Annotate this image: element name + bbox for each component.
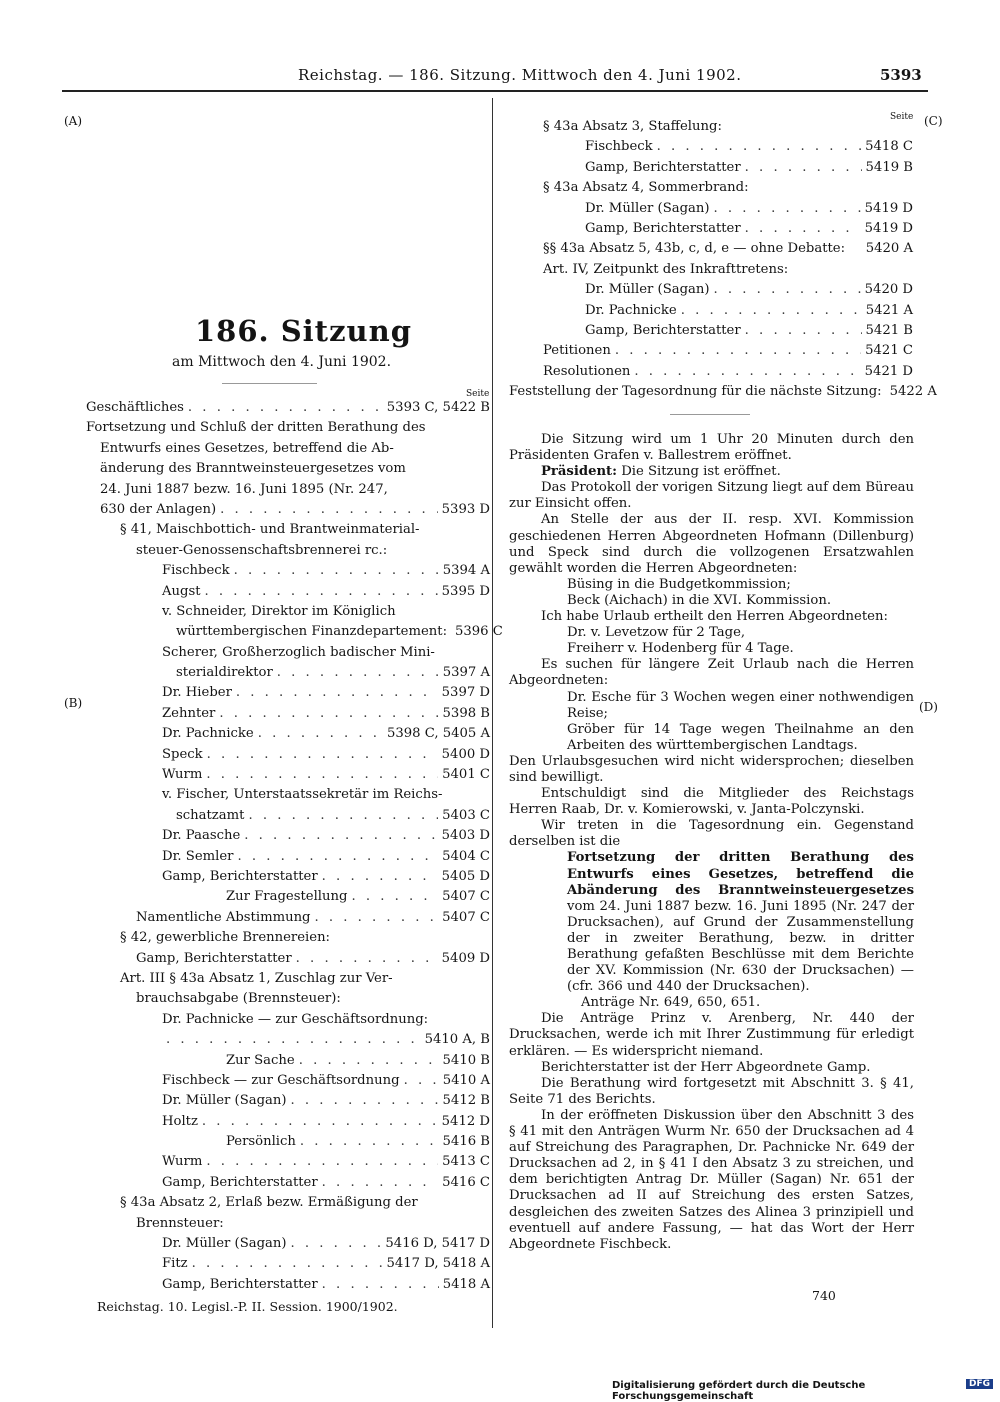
toc-entry (86, 602, 490, 622)
toc-leader-dots (237, 847, 438, 867)
toc-entry-text: brauchsabgabe (Brennsteuer): (136, 991, 341, 1007)
body-paragraph: Den Urlaubsgesuchen wird nicht widersprochen; dieselben sind bewilligt. (509, 753, 914, 785)
toc-leader-dots (206, 765, 438, 785)
body-paragraph: Berichterstatter ist der Herr Abgeordnete Gamp. (541, 1059, 871, 1075)
toc-entry-text: schatzamt (176, 807, 245, 823)
toc-entry-text: Wurm (162, 767, 203, 783)
toc-leader-dots (322, 1275, 439, 1295)
toc-entry-text: Wurm (162, 1154, 203, 1170)
toc-leader-dots (248, 806, 438, 826)
toc-page-ref: 5418 A (442, 1276, 490, 1292)
toc-entry (86, 1254, 490, 1274)
toc-leader-dots (192, 1254, 383, 1274)
toc-page-ref: 5393 D (441, 501, 490, 517)
toc-entry-text: Feststellung der Tagesordnung für die nächste Sitzung: (509, 384, 882, 400)
toc-entry-text: § 43a Absatz 2, Erlaß bezw. Ermäßigung der (120, 1195, 418, 1211)
toc-entry (86, 1051, 490, 1071)
toc-leader-dots (188, 398, 383, 418)
toc-entry-text: Fischbeck (585, 139, 653, 155)
toc-entry-text: Zehnter (162, 705, 216, 721)
toc-entry-text: Dr. Hieber (162, 685, 232, 701)
body-list-item: Gröber für 14 Tage wegen Theilnahme an den Arbeiten des württembergischen Landtags. (567, 721, 914, 753)
toc-entry (86, 928, 490, 948)
toc-leader-dots (291, 1234, 382, 1254)
toc-page-ref: 5421 B (865, 322, 913, 338)
toc-entry (86, 806, 490, 826)
title-rule (222, 383, 317, 384)
toc-entry (509, 341, 913, 361)
toc-leader-dots (745, 321, 862, 341)
toc-entry (86, 1173, 490, 1193)
toc-entry (86, 887, 490, 907)
body-paragraph: Ich habe Urlaub ertheilt den Herren Abgeordneten: (541, 609, 888, 625)
toc-leader-dots (258, 724, 383, 744)
toc-entry (86, 622, 503, 642)
body-list-item: Dr. Esche für 3 Wochen wegen einer nothwendigen Reise; (567, 689, 914, 721)
toc-entry-text: Entwurfs eines Gesetzes, betreffend die Ab- (100, 440, 394, 456)
toc-leader-dots (745, 219, 861, 239)
toc-leader-dots (634, 362, 860, 382)
toc-leader-dots (205, 582, 438, 602)
toc-page-ref: 5416 B (442, 1134, 490, 1150)
toc-page-ref: 5398 B (442, 705, 490, 721)
toc-page-ref: 5409 D (441, 950, 490, 966)
toc-entry (86, 1214, 490, 1234)
toc-entry-text: Gamp, Berichterstatter (585, 322, 741, 338)
toc-leader-dots (404, 1071, 439, 1091)
toc-entry (86, 439, 490, 459)
toc-entry (86, 745, 490, 765)
body-list-item: Dr. v. Levetzow für 2 Tage, (567, 625, 746, 641)
seite-label-right: Seite (890, 112, 914, 122)
toc-leader-dots (315, 908, 439, 928)
toc-entry (86, 1091, 490, 1111)
toc-page-ref: 5410 B (442, 1052, 490, 1068)
toc-page-ref: 5417 D, 5418 A (386, 1256, 490, 1272)
toc-entry (509, 301, 913, 321)
toc-leader-dots (714, 280, 861, 300)
toc-entry-text: Zur Sache (226, 1052, 295, 1068)
toc-entry (509, 280, 913, 300)
body-list-item: Freiherr v. Hodenberg für 4 Tage. (567, 641, 794, 657)
toc-leader-dots (234, 561, 439, 581)
digitization-note: Digitalisierung gefördert durch die Deutsche Forschungsgemeinschaft (612, 1380, 866, 1402)
body-paragraph: Das Protokoll der vorigen Sitzung liegt auf dem Büreau zur Einsicht offen. (509, 480, 914, 512)
toc-page-ref: 5396 C (455, 624, 503, 640)
toc-entry-text: Dr. Müller (Sagan) (162, 1236, 287, 1252)
toc-leader-dots (206, 1152, 438, 1172)
toc-page-ref: 5407 C (442, 889, 490, 905)
toc-entry (86, 989, 490, 1009)
toc-entry (86, 520, 490, 540)
toc-entry-text: Art. III § 43a Absatz 1, Zuschlag zur Ver- (120, 970, 393, 986)
toc-page-ref: 5410 A, B (424, 1032, 490, 1048)
toc-page-ref: 5416 D, 5417 D (385, 1236, 490, 1252)
toc-entry (86, 704, 490, 724)
toc-page-ref: 5397 A (442, 665, 490, 681)
toc-entry-text: Geschäftliches (86, 400, 184, 415)
toc-entry-text: § 43a Absatz 3, Staffelung: (543, 119, 722, 134)
toc-leader-dots (296, 949, 438, 969)
toc-entry-text: 630 der Anlagen) (100, 501, 217, 517)
toc-entry (86, 1193, 490, 1213)
column-divider (492, 98, 493, 1328)
toc-entry-text: Brennsteuer: (136, 1215, 224, 1231)
toc-entry-text: Gamp, Berichterstatter (136, 950, 292, 966)
body-paragraph: Die Berathung wird fortgesetzt mit Abschnitt 3. § 41, Seite 71 des Berichts. (509, 1075, 914, 1107)
toc-entry-text: Dr. Paasche (162, 828, 241, 844)
toc-entry (86, 1234, 490, 1254)
toc-entry-text: Speck (162, 746, 203, 762)
toc-leader-dots (351, 887, 438, 907)
toc-entry-text: Persönlich (226, 1134, 296, 1150)
body-paragraph: Wir treten in die Tagesordnung ein. Gegenstand derselben ist die (509, 818, 914, 850)
toc-entry (509, 219, 913, 239)
toc-leader-dots (244, 826, 437, 846)
toc-end-rule (670, 414, 750, 415)
toc-leader-dots (207, 745, 438, 765)
body-paragraph: Die Sitzung wird um 1 Uhr 20 Minuten durch den Präsidenten Grafen v. Ballestrem eröffnet. (509, 432, 914, 464)
toc-entry (86, 1010, 490, 1030)
body-paragraph: In der eröffneten Diskussion über den Abschnitt 3 des § 41 mit den Anträgen Wurm Nr. 650 der Drucksachen ad 4 auf Streichung des Paragraphen, Dr. Pachnicke Nr. 649 der Drucksachen ad 2, in § 41 I den Absatz 3 zu streichen, und dem berichtigten Antrag Dr. Müller (Sagan) Nr. 651 der Drucksachen ad II auf Streichung des ersten Satzes, desgleichen des zweiten Satzes des Alinea 3 prinzipiell und eventuell auf andere Fassung, — hat das Wort der Herr Abgeordnete Fischbeck. (509, 1107, 914, 1252)
toc-page-ref: 5420 A (865, 241, 913, 257)
toc-entry-text: Gamp, Berichterstatter (162, 868, 318, 884)
toc-page-ref: 5421 D (864, 363, 913, 379)
toc-entry-text: Augst (162, 583, 201, 599)
toc-entry (86, 949, 490, 969)
body-paragraph: Die Anträge Prinz v. Arenberg, Nr. 440 der Drucksachen, werde ich mit Ihrer Zustimmung für erledigt erklären. — Es widerspricht niemand. (509, 1011, 914, 1059)
margin-marker-d: (D) (919, 700, 938, 714)
seite-label-left: Seite (466, 389, 490, 399)
toc-entry-text: Holtz (162, 1113, 198, 1129)
toc-page-ref: 5393 C, 5422 B (386, 400, 490, 415)
toc-page-ref: 5412 B (442, 1093, 490, 1109)
toc-entry-text: §§ 43a Absatz 5, 43b, c, d, e — ohne Debatte: (543, 241, 846, 257)
toc-entry (86, 683, 490, 703)
toc-entry-text: Fischbeck — zur Geschäftsordnung (162, 1072, 400, 1088)
toc-leader-dots (615, 341, 861, 361)
toc-entry-text: § 41, Maischbottich- und Brantweinmaterial- (120, 522, 420, 538)
toc-entry-text: § 43a Absatz 4, Sommerbrand: (543, 180, 749, 196)
agenda-item (509, 850, 914, 995)
toc-entry (86, 561, 490, 581)
toc-entry (86, 724, 490, 744)
president-label: Präsident: (541, 464, 618, 480)
toc-leader-dots (220, 500, 438, 520)
toc-page-ref: 5422 A (889, 384, 937, 400)
toc-entry-text: Fischbeck (162, 563, 230, 579)
toc-entry (86, 1275, 490, 1295)
toc-entry (509, 362, 913, 382)
toc-entry-text: Zur Fragestellung (226, 889, 348, 905)
toc-entry-text: Dr. Müller (Sagan) (162, 1093, 287, 1109)
toc-leader-dots (681, 301, 862, 321)
toc-page-ref: 5403 C (442, 807, 490, 823)
toc-page-ref: 5419 B (865, 159, 913, 175)
toc-leader-dots (277, 663, 439, 683)
margin-marker-c: (C) (924, 114, 943, 128)
toc-page-ref: 5395 D (441, 583, 490, 599)
dfg-logo: DFG (966, 1379, 993, 1389)
toc-entry-text: v. Schneider, Direktor im Königlich (162, 603, 396, 619)
page-number: 5393 (880, 66, 922, 84)
toc-page-ref: 5413 C (442, 1154, 490, 1170)
toc-entry (86, 541, 490, 561)
toc-leader-dots (219, 704, 438, 724)
toc-entry (509, 260, 913, 280)
toc-leader-dots (657, 137, 862, 157)
toc-page-ref: 5416 C (442, 1174, 490, 1190)
toc-entry-text: Dr. Müller (Sagan) (585, 282, 710, 298)
toc-page-ref: 5407 C (442, 909, 490, 925)
toc-entry-text: v. Fischer, Unterstaatssekretär im Reichs- (162, 787, 443, 803)
toc-entry-text: Namentliche Abstimmung (136, 909, 311, 925)
toc-entry (86, 480, 490, 500)
toc-page-ref: 5418 C (865, 139, 913, 155)
toc-entry (509, 199, 913, 219)
toc-entry (86, 1071, 490, 1091)
toc-entry (86, 908, 490, 928)
margin-marker-b: (B) (64, 696, 83, 710)
toc-page-ref: 5420 D (864, 282, 913, 298)
toc-entry-text: Fortsetzung und Schluß der dritten Berathung des (86, 420, 426, 436)
toc-entry (86, 500, 490, 520)
toc-page-ref: 5394 A (442, 563, 490, 579)
toc-leader-dots (322, 1173, 438, 1193)
toc-entry (86, 847, 490, 867)
toc-entry (86, 785, 490, 805)
toc-entry-text: Gamp, Berichterstatter (585, 220, 741, 236)
toc-entry (509, 178, 913, 198)
body-paragraph (509, 464, 914, 480)
toc-entry (86, 459, 490, 479)
toc-entry-text: Gamp, Berichterstatter (162, 1276, 318, 1292)
toc-entry (509, 117, 913, 137)
body-text: Die Sitzung ist eröffnet. (617, 464, 781, 480)
toc-leader-dots (202, 1112, 438, 1132)
toc-entry-text: sterialdirektor (176, 665, 273, 681)
toc-entry (86, 969, 490, 989)
toc-entry-text: steuer-Genossenschaftsbrennerei rc.: (136, 542, 388, 558)
toc-page-ref: 5404 C (442, 848, 490, 864)
toc-leader-dots (745, 158, 862, 178)
body-paragraph: Entschuldigt sind die Mitglieder des Reichstags Herren Raab, Dr. v. Komierowski, v. Janta-Polczynski. (509, 786, 914, 818)
toc-page-ref: 5398 C, 5405 A (386, 726, 490, 742)
toc-leader-dots (299, 1051, 439, 1071)
toc-entry (86, 867, 490, 887)
toc-leader-dots (714, 199, 861, 219)
running-head: Reichstag. — 186. Sitzung. Mittwoch den 4. Juni 1902. (298, 66, 742, 84)
toc-leader-dots (322, 867, 438, 887)
toc-page-ref: 5421 A (865, 302, 913, 318)
toc-entry-text: änderung des Branntweinsteuergesetzes vom (100, 461, 406, 477)
body-paragraph: Es suchen für längere Zeit Urlaub nach die Herren Abgeordneten: (509, 657, 914, 689)
toc-entry (86, 582, 490, 602)
body-list-item: Büsing in die Budgetkommission; (567, 576, 791, 592)
toc-entry (86, 643, 490, 663)
toc-page-ref: 5401 C (442, 767, 490, 783)
agenda-motions: Anträge Nr. 649, 650, 651. (581, 995, 761, 1011)
session-subtitle: am Mittwoch den 4. Juni 1902. (172, 354, 392, 370)
toc-entry-text: württembergischen Finanzdepartement: (176, 624, 448, 640)
toc-page-ref: 5397 D (441, 685, 490, 701)
toc-entry (86, 663, 490, 683)
toc-entry (86, 418, 490, 438)
toc-entry-text: Dr. Semler (162, 848, 234, 864)
toc-entry (86, 1132, 490, 1152)
toc-entry (86, 398, 490, 418)
toc-entry (509, 239, 913, 259)
toc-page-ref: 5405 D (441, 868, 490, 884)
toc-entry-text: Dr. Pachnicke (162, 726, 254, 742)
toc-page-ref: 5410 A (442, 1072, 490, 1088)
toc-page-ref: 5419 D (864, 220, 913, 236)
agenda-title: Fortsetzung der dritten Berathung des Entwurfs eines Gesetzes, betreffend die Abänderung des Branntweinsteuergesetzes (567, 850, 914, 898)
toc-page-ref: 5419 D (864, 200, 913, 216)
session-body (509, 432, 914, 1253)
toc-entry-text: § 42, gewerbliche Brennereien: (120, 930, 331, 946)
toc-entry-text: Dr. Pachnicke — zur Geschäftsordnung: (162, 1011, 429, 1027)
toc-entry-text: Gamp, Berichterstatter (162, 1174, 318, 1190)
toc-page-ref: 5403 D (441, 828, 490, 844)
toc-entry-text: Gamp, Berichterstatter (585, 159, 741, 175)
toc-entry-text: Resolutionen (543, 363, 631, 379)
toc-entry (86, 826, 490, 846)
toc-leader-dots (166, 1030, 421, 1050)
toc-entry (509, 382, 937, 402)
toc-leader-dots (300, 1132, 439, 1152)
toc-page-ref: 5400 D (441, 746, 490, 762)
toc-entry (86, 1112, 490, 1132)
toc-leader-dots (291, 1091, 439, 1111)
session-title: 186. Sitzung (195, 314, 412, 348)
toc-entry-text: Art. IV, Zeitpunkt des Inkrafttretens: (543, 261, 789, 277)
footer-citation: Reichstag. 10. Legisl.-P. II. Session. 1900/1902. (97, 1299, 398, 1314)
toc-entry (86, 1152, 490, 1172)
toc-entry-text: Dr. Pachnicke (585, 302, 677, 318)
toc-page-ref: 5421 C (865, 343, 913, 359)
agenda-text: vom 24. Juni 1887 bezw. 16. Juni 1895 (Nr. 247 der Drucksachen), auf Grund der Zusammenstellung der in zweiter Berathung, bezw. in dritter Berathung gefaßten Beschlüsse mit dem Berichte der XV. Kommission (Nr. 630 der Drucksachen) — (cfr. 366 und 440 der Drucksachen). (567, 898, 914, 995)
toc-entry (509, 137, 913, 157)
toc-entry-text: Scherer, Großherzoglich badischer Mini- (162, 644, 435, 660)
body-paragraph: An Stelle der aus der II. resp. XVI. Kommission geschiedenen Herren Abgeordneten Hofmann (Dillenburg) und Speck sind durch die vollzogenen Ersatzwahlen gewählt worden die Herren Abgeordneten: (509, 512, 914, 576)
margin-marker-a: (A) (64, 114, 83, 128)
toc-entry-text: Petitionen (543, 343, 611, 359)
toc-entry (86, 765, 490, 785)
body-list-item: Beck (Aichach) in die XVI. Kommission. (567, 592, 832, 608)
toc-page-ref: 5412 D (441, 1113, 490, 1129)
sheet-signature: 740 (812, 1288, 836, 1303)
toc-entry (509, 321, 913, 341)
toc-entry (86, 1030, 490, 1050)
toc-entry (509, 158, 913, 178)
toc-entry-text: Fitz (162, 1256, 188, 1272)
header-rule (62, 90, 928, 92)
toc-entry-text: 24. Juni 1887 bezw. 16. Juni 1895 (Nr. 247, (100, 481, 388, 497)
toc-left-column (86, 398, 503, 1295)
toc-leader-dots (236, 683, 438, 703)
toc-entry-text: Dr. Müller (Sagan) (585, 200, 710, 216)
